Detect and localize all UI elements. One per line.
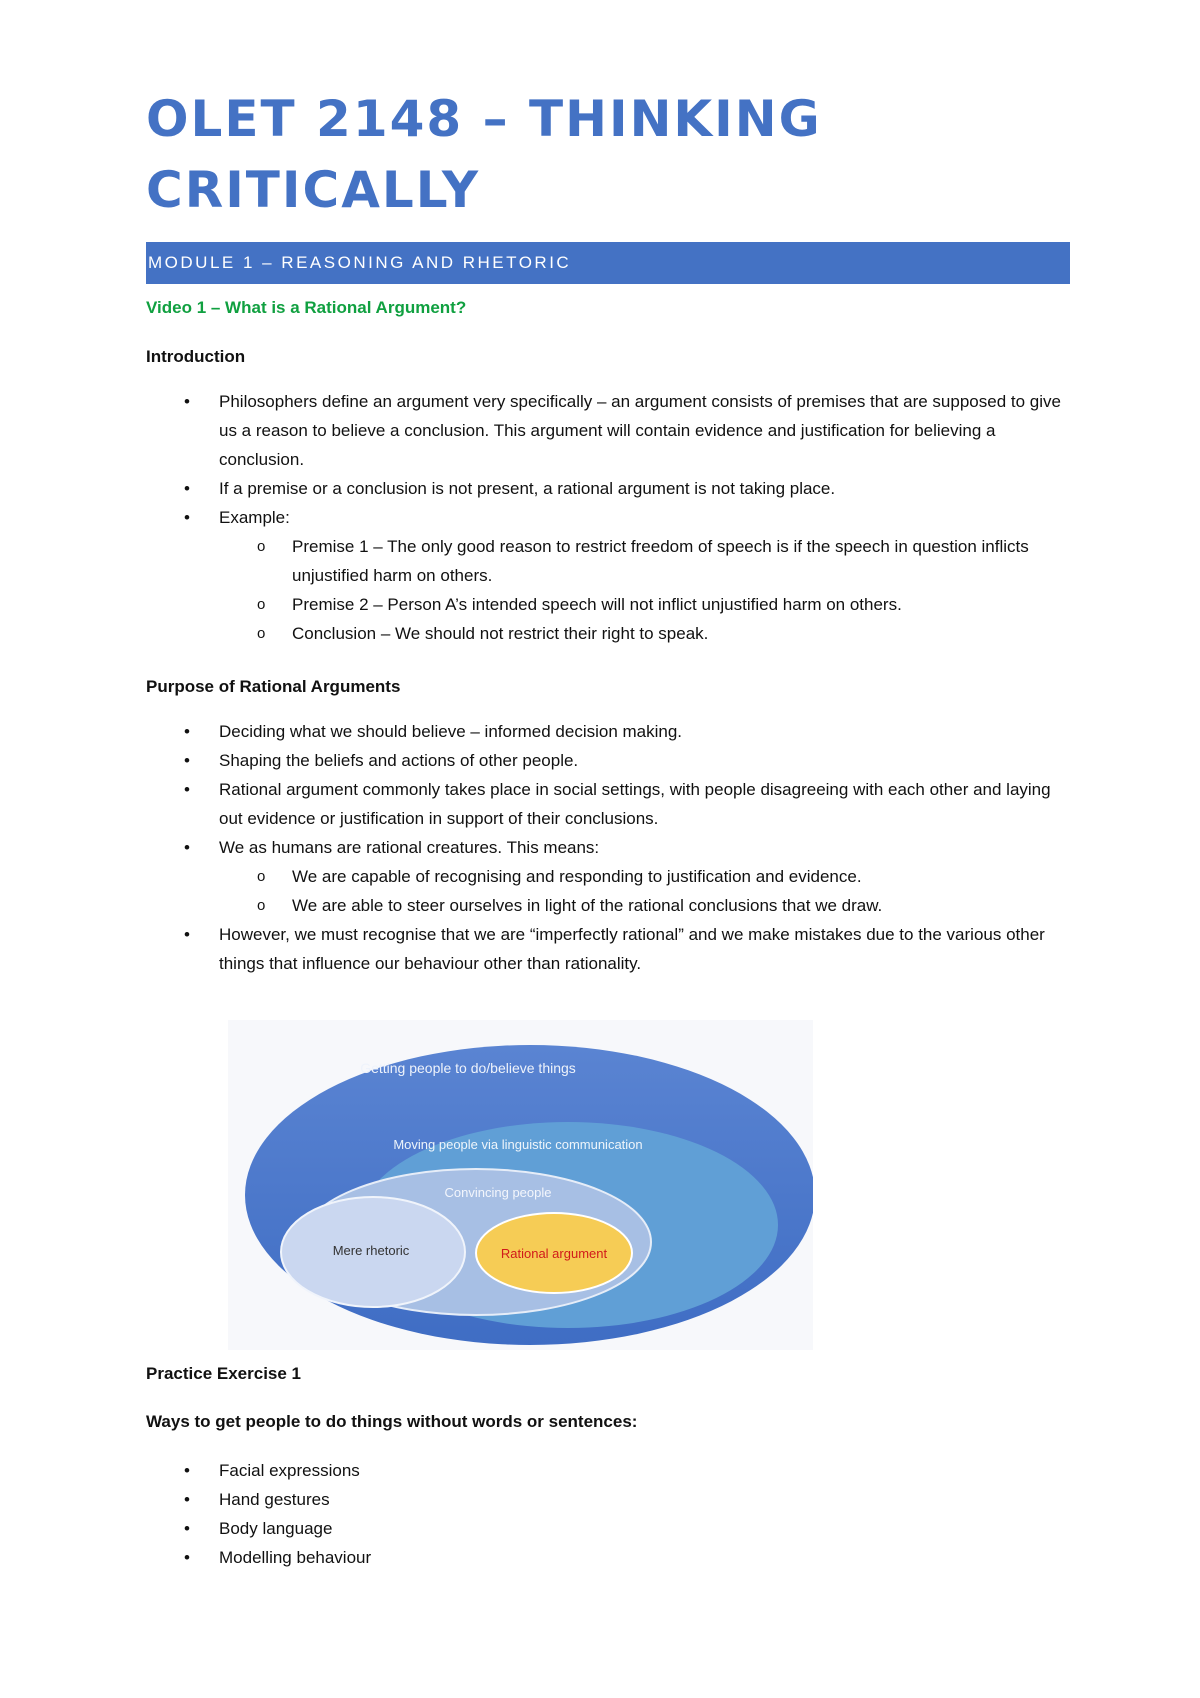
list-item: • Facial expressions (146, 1456, 1070, 1485)
sub-list-item: o We are capable of recognising and responding to justification and evidence. (219, 862, 1070, 891)
sub-list-item: o Premise 2 – Person A’s intended speech will not inflict unjustified harm on others. (219, 590, 1070, 619)
example-label: Example: (219, 508, 290, 527)
list-item: • Hand gestures (146, 1485, 1070, 1514)
purpose-list (146, 717, 1070, 978)
list-item: • However, we must recognise that we are “imperfectly rational” and we make mistakes due to the various other things that influence our behaviour other than rationality. (146, 920, 1070, 978)
sub-list-item: o Premise 1 – The only good reason to restrict freedom of speech is if the speech in question inflicts unjustified harm on others. (219, 532, 1070, 590)
module-heading: MODULE 1 – REASONING AND RHETORIC (148, 253, 572, 272)
list-item (146, 833, 1070, 920)
list-item: • Deciding what we should believe – informed decision making. (146, 717, 1070, 746)
outer-label: Getting people to do/believe things (360, 1060, 576, 1076)
document-page (146, 84, 1070, 1572)
practice-heading: Practice Exercise 1 (146, 1364, 302, 1383)
rational-label: Rational argument (500, 1246, 608, 1261)
venn-svg (228, 1020, 813, 1350)
middle-label: Moving people via linguistic communication (393, 1137, 643, 1152)
practice-intro: Ways to get people to do things without words or sentences: (146, 1412, 638, 1431)
list-item: • Body language (146, 1514, 1070, 1543)
rhetoric-label: Mere rhetoric (332, 1243, 410, 1258)
intro-list (146, 387, 1070, 648)
purpose-heading: Purpose of Rational Arguments (146, 677, 401, 696)
document-title: OLET 2148 – THINKING CRITICALLY (146, 90, 822, 219)
intro-heading: Introduction (146, 347, 246, 366)
rational-label: We as humans are rational creatures. This means: (219, 838, 600, 857)
practice-list (146, 1456, 1070, 1572)
list-item: • Shaping the beliefs and actions of other people. (146, 746, 1070, 775)
list-item: • Modelling behaviour (146, 1543, 1070, 1572)
argument-venn-diagram (228, 1020, 813, 1350)
sub-list-item: o Conclusion – We should not restrict their right to speak. (219, 619, 1070, 648)
rational-sublist (219, 862, 1070, 920)
list-item (146, 503, 1070, 648)
list-item: • Philosophers define an argument very specifically – an argument consists of premises that are supposed to give us a reason to believe a conclusion. This argument will contain evidence and justification for believing a conclusion. (146, 387, 1070, 474)
module-heading-bar (146, 242, 1070, 284)
sub-list-item: o We are able to steer ourselves in light of the rational conclusions that we draw. (219, 891, 1070, 920)
inner-label: Convincing people (444, 1185, 552, 1200)
list-item: • If a premise or a conclusion is not present, a rational argument is not taking place. (146, 474, 1070, 503)
example-sublist (219, 532, 1070, 648)
video-title: Video 1 – What is a Rational Argument? (146, 298, 467, 317)
list-item: • Rational argument commonly takes place in social settings, with people disagreeing with each other and laying out evidence or justification in support of their conclusions. (146, 775, 1070, 833)
